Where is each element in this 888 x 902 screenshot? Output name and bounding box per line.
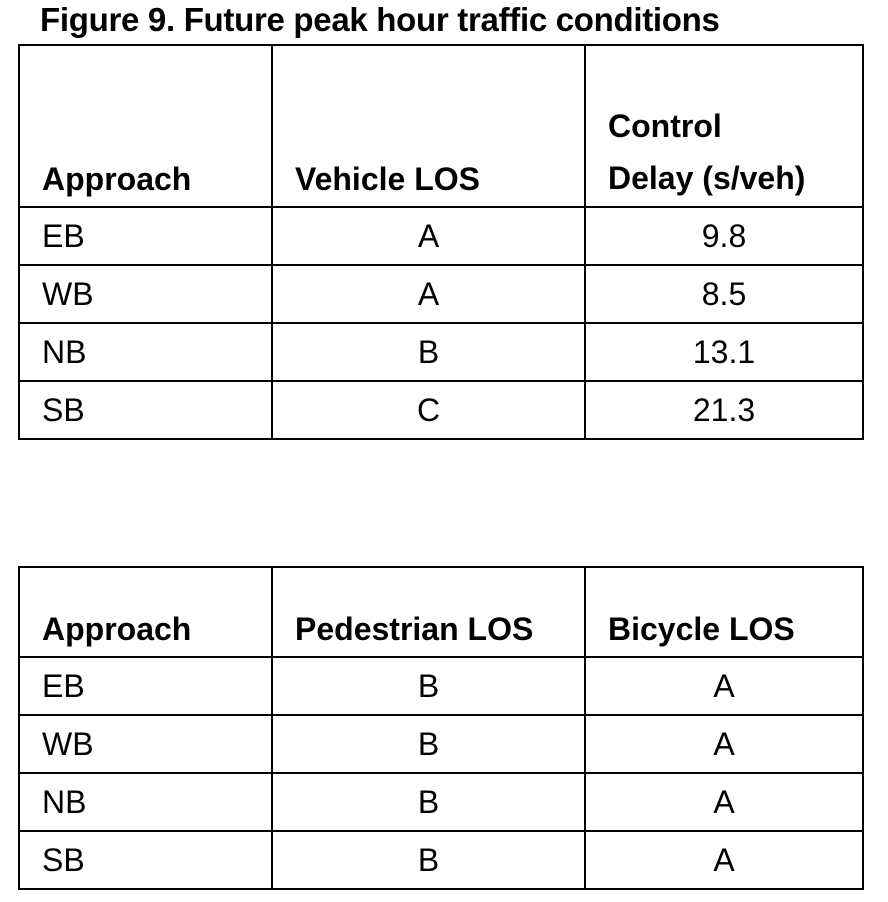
cell-bicycle-los: A xyxy=(585,773,863,831)
table-header-row xyxy=(19,567,863,657)
cell-approach: WB xyxy=(19,715,272,773)
header-line-1: Control xyxy=(608,108,722,144)
cell-approach: SB xyxy=(19,831,272,889)
header-bicycle-los: Bicycle LOS xyxy=(585,567,863,657)
table-row xyxy=(19,381,863,439)
table-row xyxy=(19,657,863,715)
figure-title: Figure 9. Future peak hour traffic conditions xyxy=(40,1,720,38)
header-approach: Approach xyxy=(19,45,272,207)
cell-bicycle-los: A xyxy=(585,715,863,773)
table-row xyxy=(19,323,863,381)
table-row xyxy=(19,715,863,773)
header-pedestrian-los: Pedestrian LOS xyxy=(272,567,585,657)
table-row xyxy=(19,207,863,265)
cell-approach: WB xyxy=(19,265,272,323)
header-control-delay xyxy=(585,45,863,207)
cell-vehicle-los: A xyxy=(272,265,585,323)
cell-vehicle-los: C xyxy=(272,381,585,439)
cell-delay: 21.3 xyxy=(585,381,863,439)
cell-pedestrian-los: B xyxy=(272,773,585,831)
cell-vehicle-los: B xyxy=(272,323,585,381)
header-vehicle-los: Vehicle LOS xyxy=(272,45,585,207)
cell-pedestrian-los: B xyxy=(272,715,585,773)
table-row xyxy=(19,265,863,323)
table-row xyxy=(19,831,863,889)
cell-delay: 13.1 xyxy=(585,323,863,381)
cell-approach: NB xyxy=(19,323,272,381)
ped-bike-los-table xyxy=(18,566,864,890)
vehicle-los-table xyxy=(18,44,864,440)
header-line-2: Delay (s/veh) xyxy=(608,160,806,196)
cell-bicycle-los: A xyxy=(585,831,863,889)
cell-delay: 9.8 xyxy=(585,207,863,265)
header-approach: Approach xyxy=(19,567,272,657)
table-header-row xyxy=(19,45,863,207)
cell-approach: NB xyxy=(19,773,272,831)
cell-vehicle-los: A xyxy=(272,207,585,265)
cell-pedestrian-los: B xyxy=(272,831,585,889)
cell-approach: SB xyxy=(19,381,272,439)
cell-delay: 8.5 xyxy=(585,265,863,323)
table-row xyxy=(19,773,863,831)
cell-pedestrian-los: B xyxy=(272,657,585,715)
cell-bicycle-los: A xyxy=(585,657,863,715)
cell-approach: EB xyxy=(19,207,272,265)
cell-approach: EB xyxy=(19,657,272,715)
